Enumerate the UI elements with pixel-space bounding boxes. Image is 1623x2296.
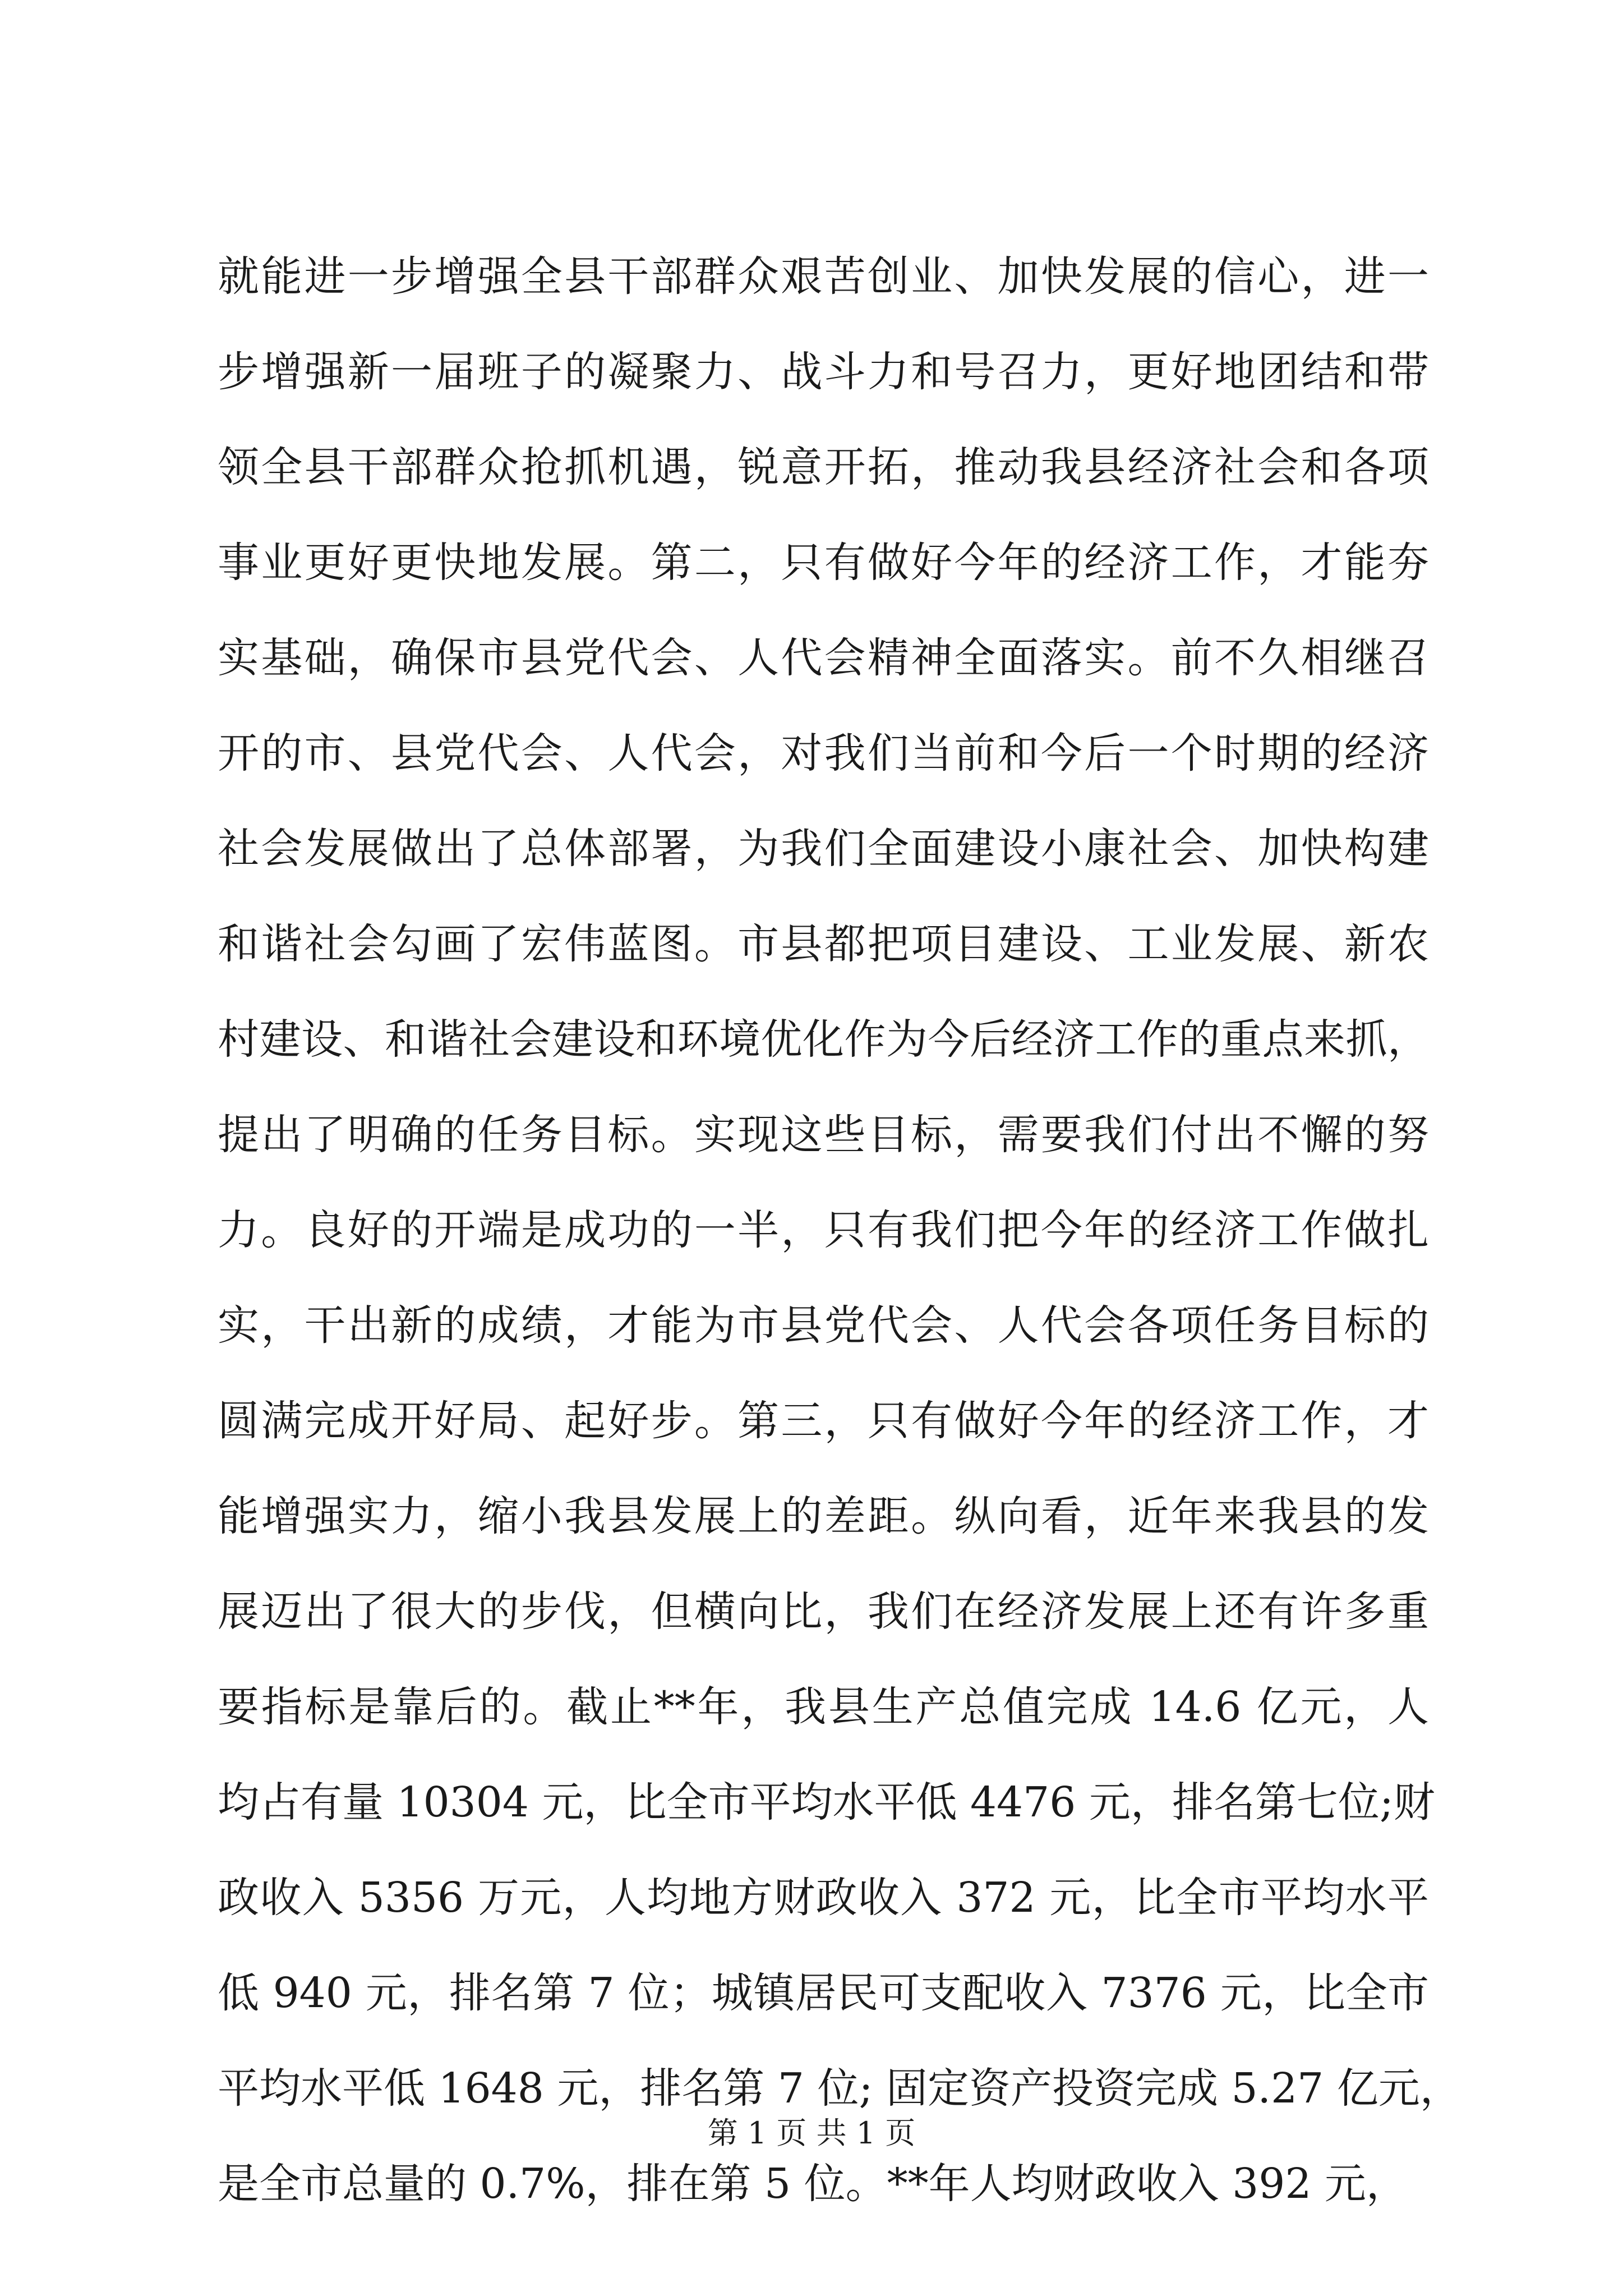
text-line: 低 940 元，排名第 7 位；城镇居民可支配收入 7376 元，比全市 bbox=[218, 1969, 1429, 2017]
text-line: 实基础，确保市县党代会、人代会精神全面落实。前不久相继召 bbox=[218, 634, 1429, 682]
text-line: 力。良好的开端是成功的一半，只有我们把今年的经济工作做扎 bbox=[218, 1206, 1429, 1254]
text-line: 圆满完成开好局、起好步。第三，只有做好今年的经济工作，才 bbox=[218, 1397, 1429, 1445]
text-line: 和谐社会勾画了宏伟蓝图。市县都把项目建设、工业发展、新农 bbox=[218, 920, 1429, 968]
text-line: 事业更好更快地发展。第二，只有做好今年的经济工作，才能夯 bbox=[218, 539, 1429, 587]
text-line: 社会发展做出了总体部署，为我们全面建设小康社会、加快构建 bbox=[218, 825, 1429, 873]
body-text bbox=[218, 229, 1461, 2231]
text-line: 均占有量 10304 元，比全市平均水平低 4476 元，排名第七位;财 bbox=[218, 1778, 1435, 1826]
text-line: 领全县干部群众抢抓机遇，锐意开拓，推动我县经济社会和各项 bbox=[218, 443, 1429, 491]
text-line: 开的市、县党代会、人代会，对我们当前和今后一个时期的经济 bbox=[218, 729, 1429, 777]
text-line: 就能进一步增强全县干部群众艰苦创业、加快发展的信心，进一 bbox=[218, 252, 1429, 301]
text-line: 村建设、和谐社会建设和环境优化作为今后经济工作的重点来抓， bbox=[218, 1015, 1429, 1064]
text-line: 步增强新一届班子的凝聚力、战斗力和号召力，更好地团结和带 bbox=[218, 348, 1429, 396]
text-line: 能增强实力，缩小我县发展上的差距。纵向看，近年来我县的发 bbox=[218, 1492, 1429, 1540]
text-line: 实，干出新的成绩，才能为市县党代会、人代会各项任务目标的 bbox=[218, 1301, 1429, 1350]
text-line: 是全市总量的 0.7%，排在第 5 位。**年人均财政收入 392 元， bbox=[218, 2160, 1408, 2208]
text-line: 平均水平低 1648 元，排名第 7 位; 固定资产投资完成 5.27 亿元， bbox=[218, 2064, 1461, 2113]
text-line: 展迈出了很大的步伐，但横向比，我们在经济发展上还有许多重 bbox=[218, 1588, 1429, 1636]
text-line: 要指标是靠后的。截止**年，我县生产总值完成 14.6 亿元，人 bbox=[218, 1683, 1429, 1731]
text-line: 提出了明确的任务目标。实现这些目标，需要我们付出不懈的努 bbox=[218, 1111, 1429, 1159]
text-line: 政收入 5356 万元，人均地方财政收入 372 元，比全市平均水平 bbox=[218, 1874, 1429, 1922]
page-footer: 第 1 页 共 1 页 bbox=[707, 2115, 916, 2151]
